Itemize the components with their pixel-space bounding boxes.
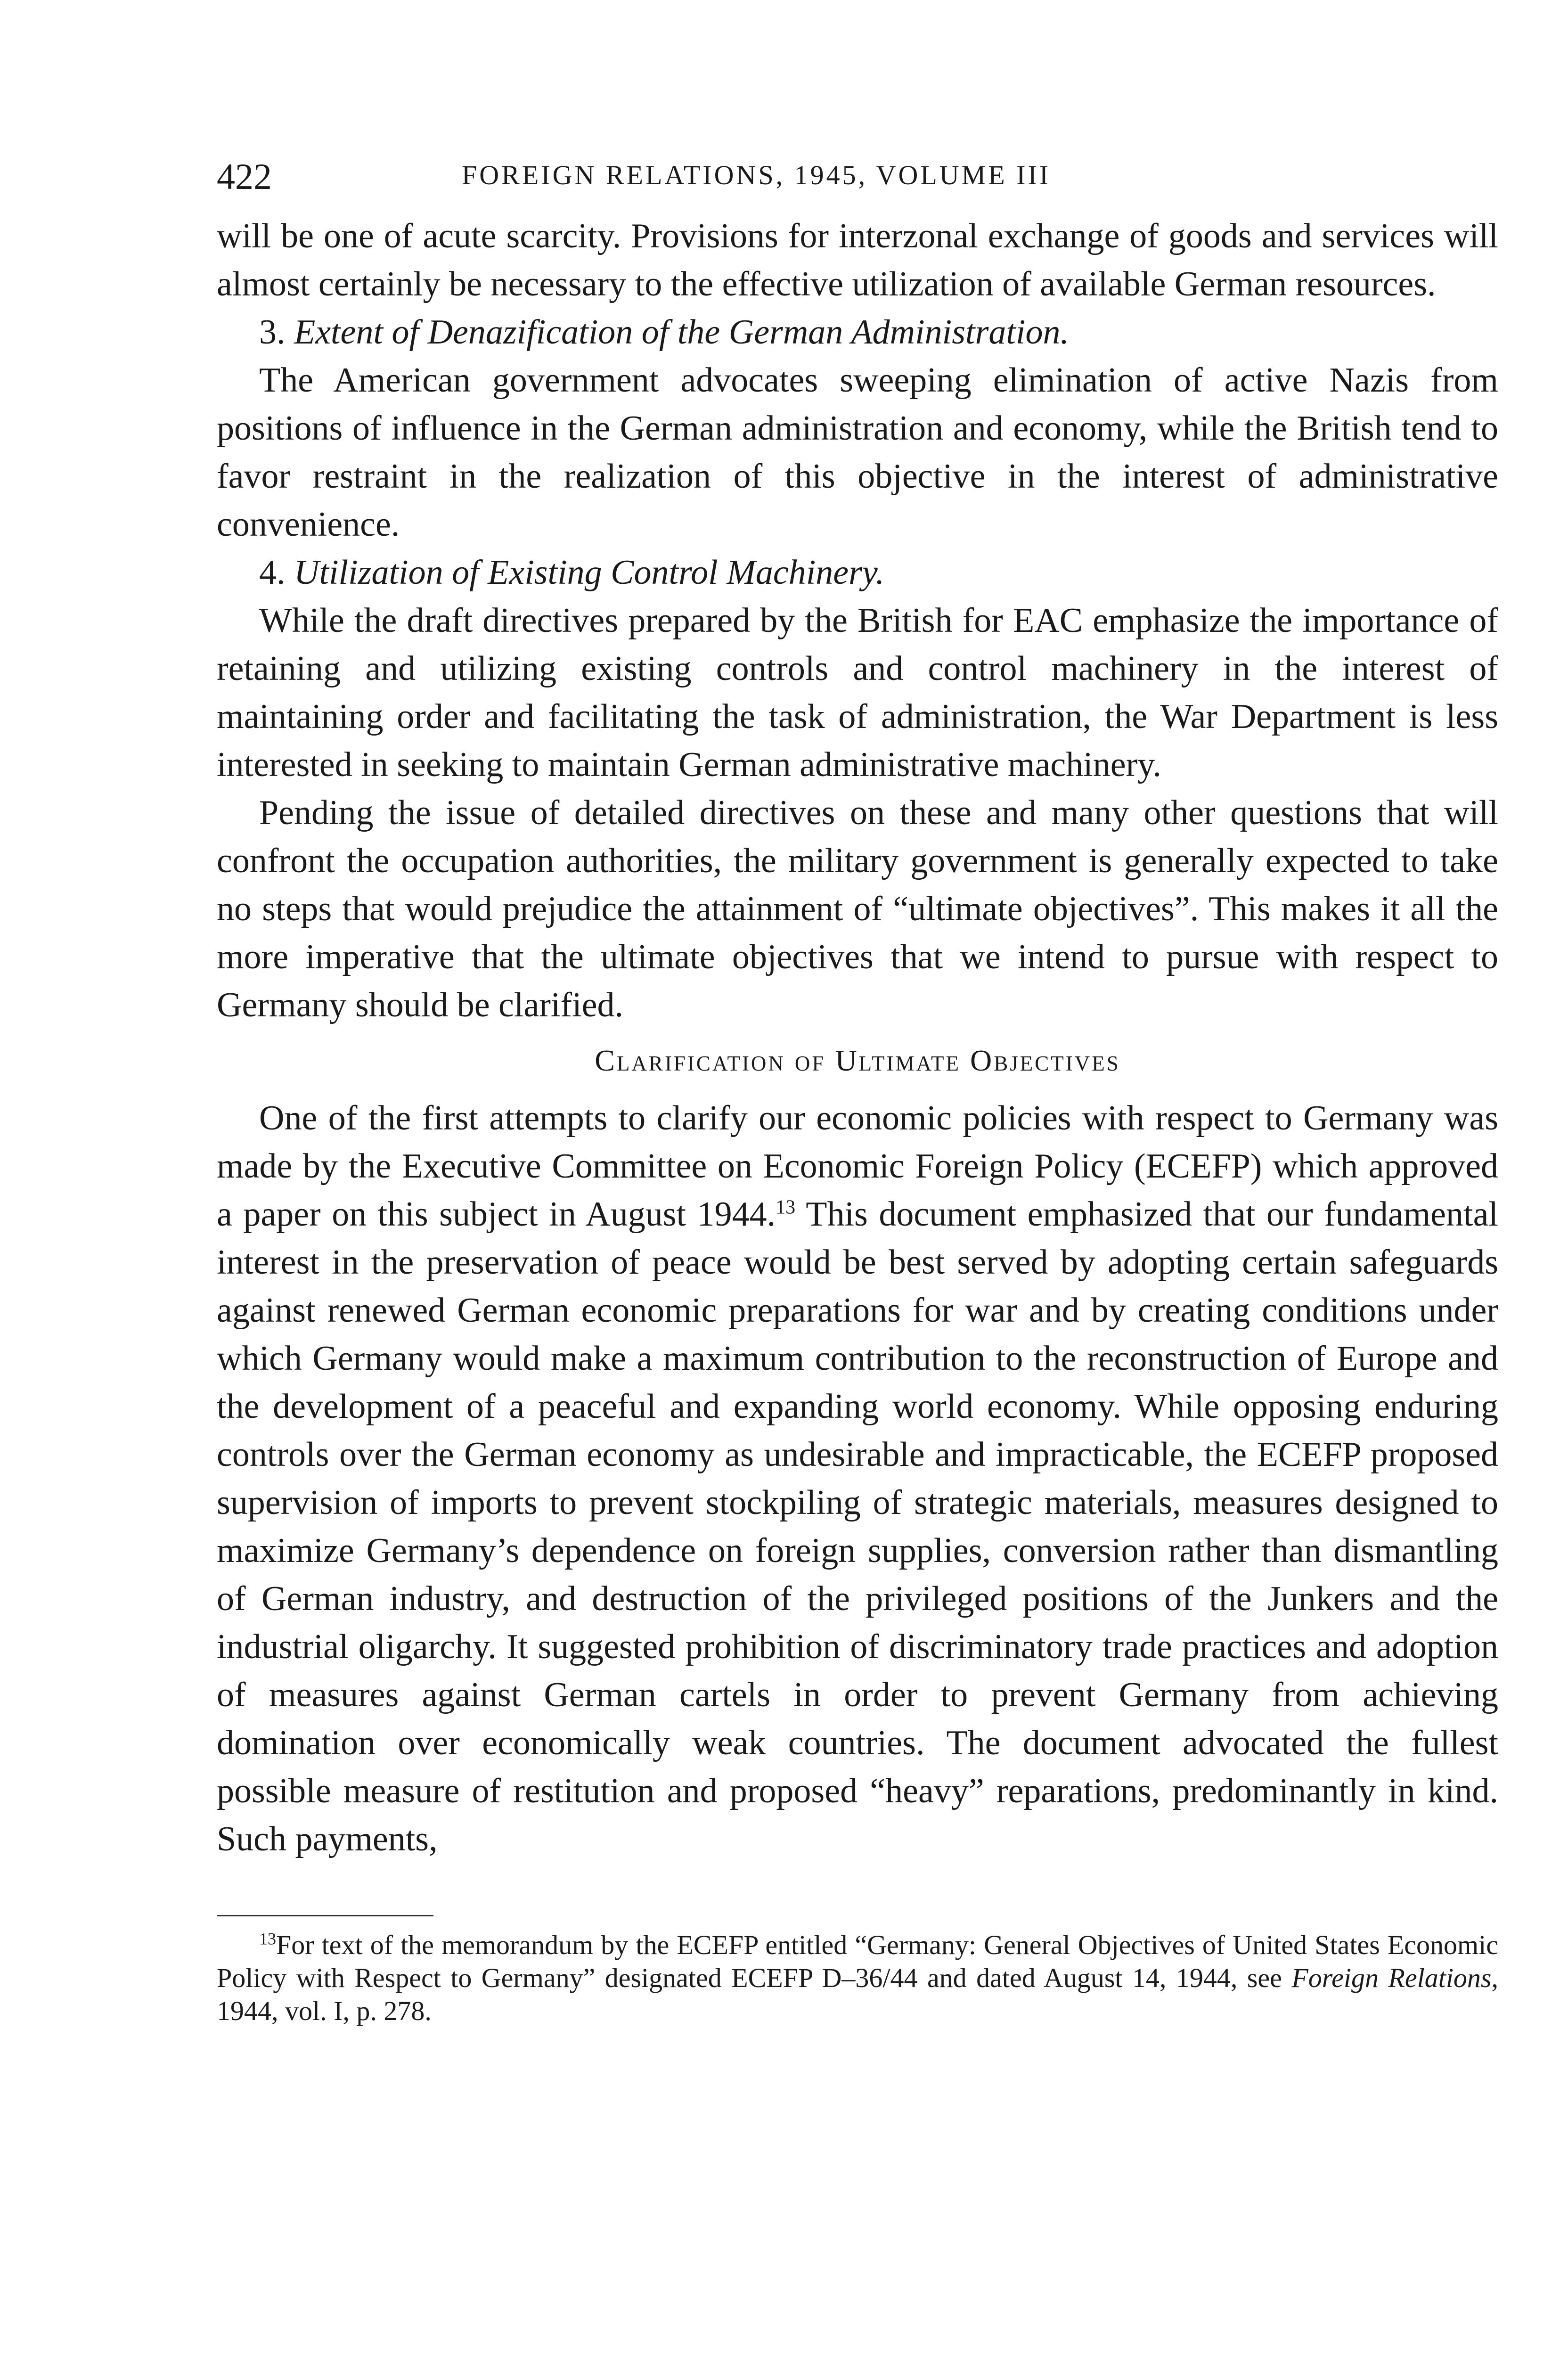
document-page	[217, 155, 1498, 2028]
footnote-mark: 13	[259, 1929, 276, 1948]
list-item-3	[217, 308, 1498, 356]
paragraph-text: This document emphasized that our fundamental interest in the preservation of peace would be best served by adopting certain safeguards against renewed German economic preparations for war and by creating conditions under which Germany would make a maximum contribution to the reconstruction of Europe and the development of a peaceful and expanding world economy. While opposing enduring controls over the German economy as undesirable and impracticable, the ECEFP proposed supervision of imports to prevent stockpiling of strategic materials, measures designed to maximize Germany’s dependence on foreign supplies, conversion rather than dismantling of German industry, and destruction of the privileged positions of the Junkers and the industrial oligarchy. It suggested prohibition of discriminatory trade practices and adoption of measures against German cartels in order to prevent Germany from achieving domination over economically weak countries. The document advocated the fullest possible measure of restitution and proposed “heavy” reparations, predominantly in kind. Such payments,	[217, 1195, 1498, 1858]
running-head	[217, 155, 1498, 207]
paragraph-text: One of the first attempts to clarify our economic policies with respect to Germany was made by the Executive Committee on Economic Foreign Policy (ECEFP) which approved a paper on this subject in August 1944.	[217, 1099, 1498, 1234]
footnote	[217, 1929, 1498, 2028]
paragraph-pending-directives: Pending the issue of detailed directives on these and many other questions that will confront the occupation authorities, the military government is generally expected to take no steps that would prejudice the attainment of “ultimate objectives”. This makes it all the more imperative that the ultimate objectives that we intend to pursue with respect to Germany should be clarified.	[217, 794, 1498, 1024]
list-item-number: 4.	[259, 553, 286, 592]
paragraph-denazification: The American government advocates sweeping elimination of active Nazis from positions of influence in the German administration and economy, while the British tend to favor restraint in the realization of this objective in the interest of administrative convenience.	[217, 361, 1498, 544]
footnote-divider	[217, 1915, 433, 1916]
footnote-text: , 1944, vol. I, p. 278.	[217, 1963, 1498, 2026]
paragraph-continuation: will be one of acute scarcity. Provisions for interzonal exchange of goods and services will almost certainly be necessary to the effective utilization of available German resources.	[217, 217, 1498, 303]
footnote-text: For text of the memorandum by the ECEFP entitled “Germany: General Objectives of United States Economic Policy with Respect to Germany” designated ECEFP D–36/44 and dated August 14, 1944, see	[217, 1930, 1498, 1993]
section-heading: Clarification of Ultimate Objectives	[595, 1044, 1120, 1077]
list-item-4	[217, 548, 1498, 597]
running-head-title: FOREIGN RELATIONS, 1945, VOLUME III	[462, 160, 1051, 190]
list-item-number: 3.	[259, 313, 286, 352]
footnote-reference[interactable]: 13	[776, 1196, 796, 1219]
body-text	[217, 212, 1498, 1863]
paragraph-ecefp	[217, 1094, 1498, 1863]
list-item-title: Extent of Denazification of the German Administration.	[294, 313, 1069, 352]
page-number: 422	[217, 156, 272, 197]
paragraph-control-machinery: While the draft directives prepared by the British for EAC emphasize the importance of retaining and utilizing existing controls and control machinery in the interest of maintaining order and facilitating the task of administration, the War Department is less interested in seeking to maintain German administrative machinery.	[217, 601, 1498, 784]
list-item-title: Utilization of Existing Control Machinery.	[294, 553, 885, 592]
footnote-citation-title: Foreign Relations	[1291, 1963, 1492, 1993]
